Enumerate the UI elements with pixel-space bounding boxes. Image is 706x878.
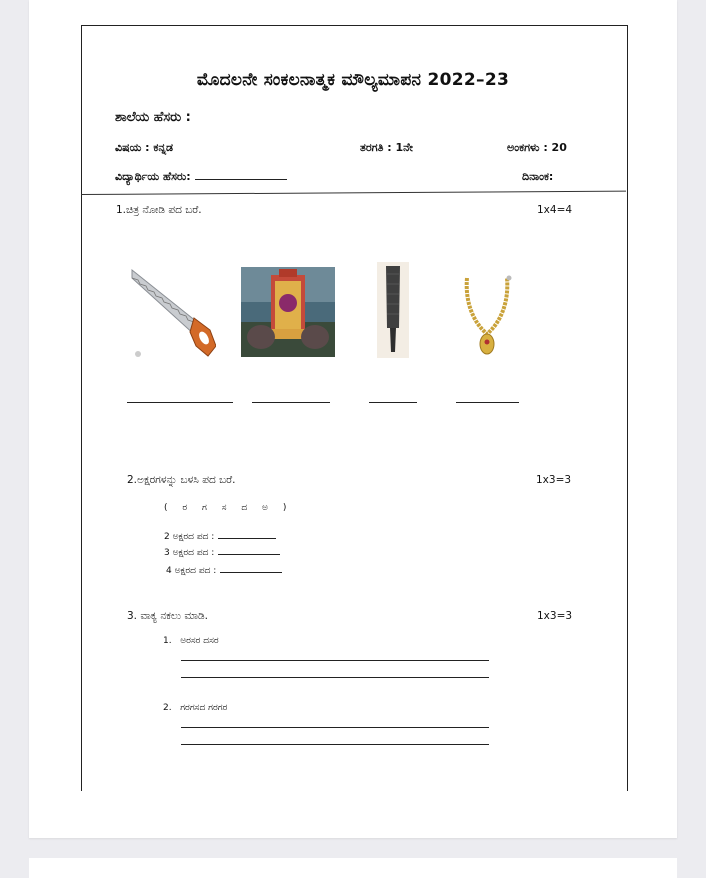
temple-chariot-icon [241, 267, 335, 357]
q2-text: 2.ಅಕ್ಷರಗಳನ್ನು ಬಳಸಿ ಪದ ಬರೆ. [127, 474, 236, 486]
q2-line-2-blank[interactable] [218, 553, 280, 555]
q3-item-2 [163, 703, 227, 713]
student-name-blank [195, 178, 287, 180]
q3-item-2-number: 2. [163, 703, 172, 713]
student-name-label: ವಿದ್ಯಾರ್ಥಿಯ ಹೆಸರು: [115, 170, 191, 183]
q1-answer-line-1[interactable] [127, 402, 233, 403]
q2-letters: ( ರ ಗ ಸ ದ ಅ ) [164, 503, 293, 513]
school-name-label: ಶಾಲೆಯ ಹೆಸರು : [115, 110, 191, 125]
q1-answer-line-2[interactable] [252, 402, 330, 403]
q2-marks: 1x3=3 [536, 474, 572, 486]
subject-label: ವಿಷಯ : ಕನ್ನಡ [115, 141, 173, 154]
saw-icon [130, 266, 216, 358]
document-title: ಮೊದಲನೇ ಸಂಕಲನಾತ್ಮಕ ಮೌಲ್ಯಮಾಪನ 2022–23 [196, 70, 510, 90]
q2-line-1 [164, 532, 276, 542]
q1-marks: 1x4=4 [537, 204, 573, 216]
q1-answer-line-4[interactable] [456, 402, 519, 403]
necklace-icon [461, 272, 513, 360]
q2-line-2 [164, 548, 280, 558]
q2-line-1-label: 2 ಅಕ್ಷರದ ಪದ : [164, 532, 215, 542]
class-label: ತರಗತಿ : 1ನೇ [360, 141, 413, 154]
q2-line-2-label: 3 ಅಕ್ಷರದ ಪದ : [164, 548, 215, 558]
q3-item-2-line-1[interactable] [181, 727, 489, 728]
q3-item-1-line-1[interactable] [181, 660, 489, 661]
q3-item-2-text: ಗರಗಸದ ಗರಗರ [180, 703, 228, 713]
q3-item-1-text: ಅರಸರ ದಸರ [180, 636, 219, 646]
student-name-row [115, 170, 287, 184]
q3-text: 3. ವಾಕ್ಯ ನಕಲು ಮಾಡಿ. [127, 610, 209, 622]
file-tool-icon [377, 262, 409, 358]
date-label: ದಿನಾಂಕ: [522, 170, 554, 183]
q3-item-1-line-2[interactable] [181, 677, 489, 678]
q3-marks: 1x3=3 [537, 610, 573, 622]
q1-text: 1.ಚಿತ್ರ ನೋಡಿ ಪದ ಬರೆ. [116, 204, 202, 216]
q2-line-3 [166, 566, 282, 576]
q1-answer-line-3[interactable] [369, 402, 417, 403]
q2-line-3-label: 4 ಅಕ್ಷರದ ಪದ : [166, 566, 217, 576]
q2-line-1-blank[interactable] [218, 537, 276, 539]
marks-label: ಅಂಕಗಳು : 20 [507, 141, 567, 154]
q3-item-2-line-2[interactable] [181, 744, 489, 745]
next-page-sheet [29, 858, 677, 878]
q3-item-1 [163, 636, 219, 646]
q2-line-3-blank[interactable] [220, 571, 282, 573]
q3-item-1-number: 1. [163, 636, 172, 646]
